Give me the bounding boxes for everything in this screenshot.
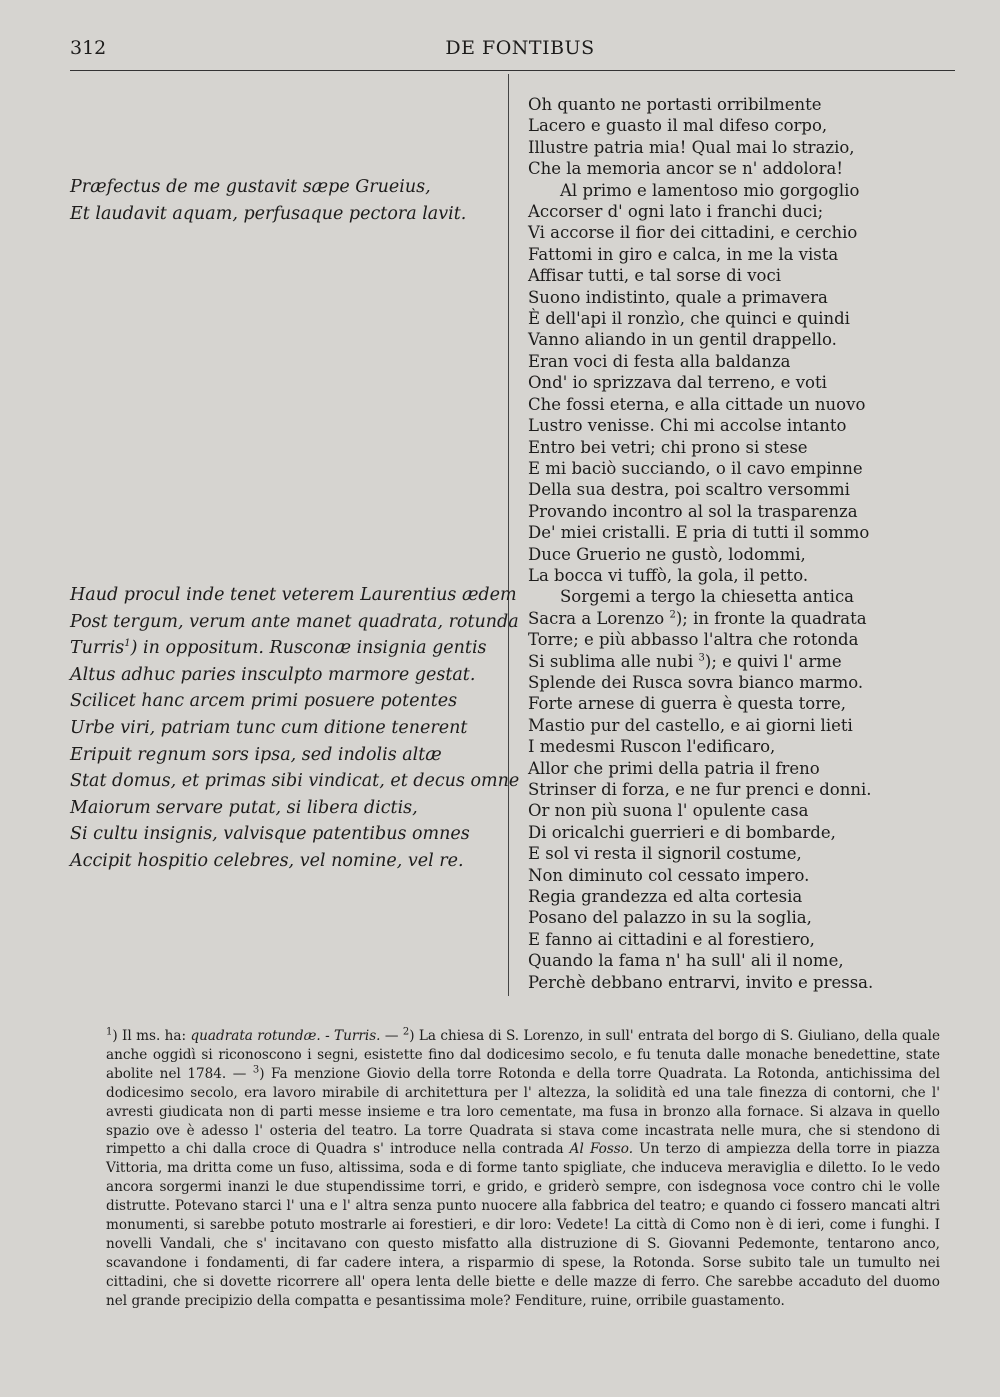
poem-line: Non diminuto col cessato impero. [528, 865, 810, 885]
poem-line: Che la memoria ancor se n' addolora! [528, 159, 843, 179]
poem-text: ); in fronte la quadrata [675, 608, 867, 628]
poem-line: Eran voci di festa alla baldanza [528, 351, 791, 371]
footnote-text: ) La chiesa di S. Lorenzo, in sull' entrata del borgo di S. Giuliano, della quale anche oggidì si riconoscono i segni, esistette fino dal dodicesimo secolo, e fu tenuta dalle monache benedettine, state abolite nel 1784. [106, 1028, 940, 1082]
poem-line: Di oricalchi guerrieri e di bombarde, [528, 822, 836, 842]
footnote-mark: 3 [252, 1064, 260, 1076]
poem-line: La bocca vi tuffò, la gola, il petto. [528, 565, 809, 585]
poem-line: De' miei cristalli. E pria di tutti il sommo [528, 523, 870, 543]
latin-text: Turris [70, 638, 125, 659]
poem-line: Fattomi in giro e calca, in me la vista [528, 244, 839, 264]
poem-text: Si sublima alle nubi [528, 651, 699, 671]
latin-passage-1 [70, 174, 490, 227]
footnote-text: ) Il ms. ha: [112, 1028, 191, 1044]
poem-line-with-note [528, 608, 938, 629]
poem-line: E mi baciò succiando, o il cavo empinne [528, 458, 863, 478]
latin-line: Urbe viri, patriam tunc cum ditione tenerent [70, 717, 468, 738]
latin-line: Stat domus, et primas sibi vindicat, et decus omne [70, 771, 520, 792]
poem-line: Ond' io sprizzava dal terreno, e voti [528, 373, 827, 393]
footnote-ref: 3 [698, 652, 705, 664]
latin-line: Altus adhuc paries insculpto marmore gestat. [70, 664, 476, 685]
poem-line: Vanno aliando in un gentil drappello. [528, 330, 837, 350]
footnote-italic: Al Fosso. [569, 1141, 634, 1158]
footnote-paragraph [88, 1027, 940, 1311]
poem-line: Vi accorse il fior dei cittadini, e cerchio [528, 223, 858, 243]
footnote-text: ) Fa menzione Giovio della torre Rotonda e della torre Quadrata. La Rotonda, antichissima del dodicesimo secolo, era lavoro mirabile di architettura per l' altezza, la solidità ed una tale finezza di contorni, che l' avresti giudicata non di parti messe insieme e tra loro cementate, ma fusa in bronzo alla fornace. Si alzava in quello spazio ove è adesso l' osteria del teatro. La torre Quadrata si stava come incastrata nelle mura, che si stendono di rimpetto a chi dalla croce di Quadra s' introduce nella contrada [106, 1065, 940, 1158]
poem-line: E fanno ai cittadini e al forestiero, [528, 929, 815, 949]
latin-line: Post tergum, verum ante manet quadrata, rotunda [70, 611, 519, 632]
poem-text: ); e quivi l' arme [704, 651, 842, 671]
footnote-mark: 1 [106, 1026, 113, 1038]
footnote-dash: — [226, 1065, 253, 1082]
poem-line: Mastio pur del castello, e ai giorni lieti [528, 715, 853, 735]
poem-line: Che fossi eterna, e alla cittade un nuovo [528, 394, 866, 414]
header-rule [70, 70, 955, 71]
running-title: DE FONTIBUS [445, 37, 595, 59]
poem-line: Sorgemi a tergo la chiesetta antica [560, 587, 855, 607]
poem-line: Perchè debbano entrarvi, invito e pressa. [528, 972, 874, 992]
footnote-ref: 1 [124, 638, 131, 650]
latin-line: Præfectus de me gustavit sæpe Grueius, [70, 177, 431, 197]
column-divider [508, 74, 509, 996]
footnote-ref: 2 [669, 609, 676, 621]
poem-line: Affisar tutti, e tal sorse di voci [528, 266, 781, 286]
footnote-dash: — [380, 1028, 403, 1044]
poem-line: Oh quanto ne portasti orribilmente [528, 95, 822, 114]
footnote-mark: 2 [402, 1026, 410, 1038]
poem-line: È dell'api il ronzìo, che quinci e quindi [528, 309, 850, 329]
poem-line: Or non più suona l' opulente casa [528, 801, 809, 821]
poem-line: Al primo e lamentoso mio gorgoglio [560, 180, 860, 200]
italian-poem [528, 94, 938, 993]
poem-line: Posano del palazzo in su la soglia, [528, 908, 812, 928]
poem-line-with-note [528, 651, 938, 672]
latin-line: Scilicet hanc arcem primi posuere potentes [70, 691, 458, 712]
poem-line: Regia grandezza ed alta cortesia [528, 887, 803, 907]
page-number: 312 [70, 37, 107, 59]
poem-line: Entro bei vetri; chi prono si stese [528, 437, 808, 457]
poem-line: Accorser d' ogni lato i franchi duci; [528, 202, 824, 222]
latin-passage-2 [70, 582, 520, 875]
poem-line: Della sua destra, poi scaltro versommi [528, 480, 850, 500]
poem-line: Quando la fama n' ha sull' ali il nome, [528, 951, 844, 971]
latin-line: Eripuit regnum sors ipsa, sed indolis altæ [70, 744, 442, 765]
poem-line: I medesmi Ruscon l'edificaro, [528, 737, 776, 757]
latin-line: Haud procul inde tenet veterem Laurentius ædem [70, 585, 517, 605]
poem-line: Provando incontro al sol la trasparenza [528, 501, 858, 521]
poem-line: Duce Gruerio ne gustò, lodommi, [528, 544, 806, 564]
poem-line: Splende dei Rusca sovra bianco marmo. [528, 672, 864, 692]
poem-line: Lustro venisse. Chi mi accolse intanto [528, 416, 847, 436]
poem-line: Suono indistinto, quale a primavera [528, 287, 828, 307]
poem-line: Lacero e guasto il mal difeso corpo, [528, 116, 828, 136]
latin-line: Et laudavit aquam, perfusaque pectora lavit. [70, 203, 467, 224]
poem-line: Forte arnese di guerra è questa torre, [528, 694, 846, 714]
poem-text: Sacra a Lorenzo [528, 608, 670, 628]
latin-line: Accipit hospitio celebres, vel nomine, vel re. [70, 850, 464, 871]
poem-line: E sol vi resta il signoril costume, [528, 844, 802, 864]
latin-line: Si cultu insignis, valvisque patentibus omnes [70, 824, 470, 845]
latin-text: ) in oppositum. Rusconæ insignia gentis [130, 638, 487, 659]
latin-line: Maiorum servare putat, si libera dictis, [70, 797, 418, 818]
footnote-text: Un terzo di ampiezza della torre in piazza Vittoria, ma dritta come un fuso, altissima, soda e di forme tanto spigliate, che induceva meraviglia e diletto. Io le vedo ancora sorgermi inanzi le due stupendissime torri, e grido, e griderò sempre, con isdegnosa voce contro chi le volle distrutte. Potevano starci l' una e l' altra senza punto nuocere alla fabbrica del teatro; e quando ci fossero mancati altri monumenti, si sarebbe potuto mostrarle ai forestieri, e dir loro: Vedete! La città di Como non è di ieri, come i funghi. I novelli Vandali, che s' incitavano con questo misfatto alla distruzione di S. Giovanni Pedemonte, tentarono anco, scavandone i fondamenti, di far cadere intera, a risparmio di spese, la Rotonda. Sorse subito tale un tumulto nei cittadini, che si dovette ricorrere all' opera lenta delle biette e delle mazze di ferro. Che sarebbe accaduto del duomo nel grande precipizio della compatta e pesantissima mole? Fenditure, ruine, orribile guastamento. [106, 1141, 940, 1309]
poem-line: Torre; e più abbasso l'altra che rotonda [528, 630, 859, 650]
footnote-italic: quadrata rotundæ. - Turris. [190, 1028, 381, 1044]
footnotes [88, 1027, 940, 1311]
poem-line: Allor che primi della patria il freno [528, 758, 820, 778]
poem-line: Illustre patria mia! Qual mai lo strazio, [528, 137, 855, 157]
latin-line-with-note [70, 635, 490, 662]
poem-line: Strinser di forza, e ne fur prenci e donni. [528, 780, 872, 799]
